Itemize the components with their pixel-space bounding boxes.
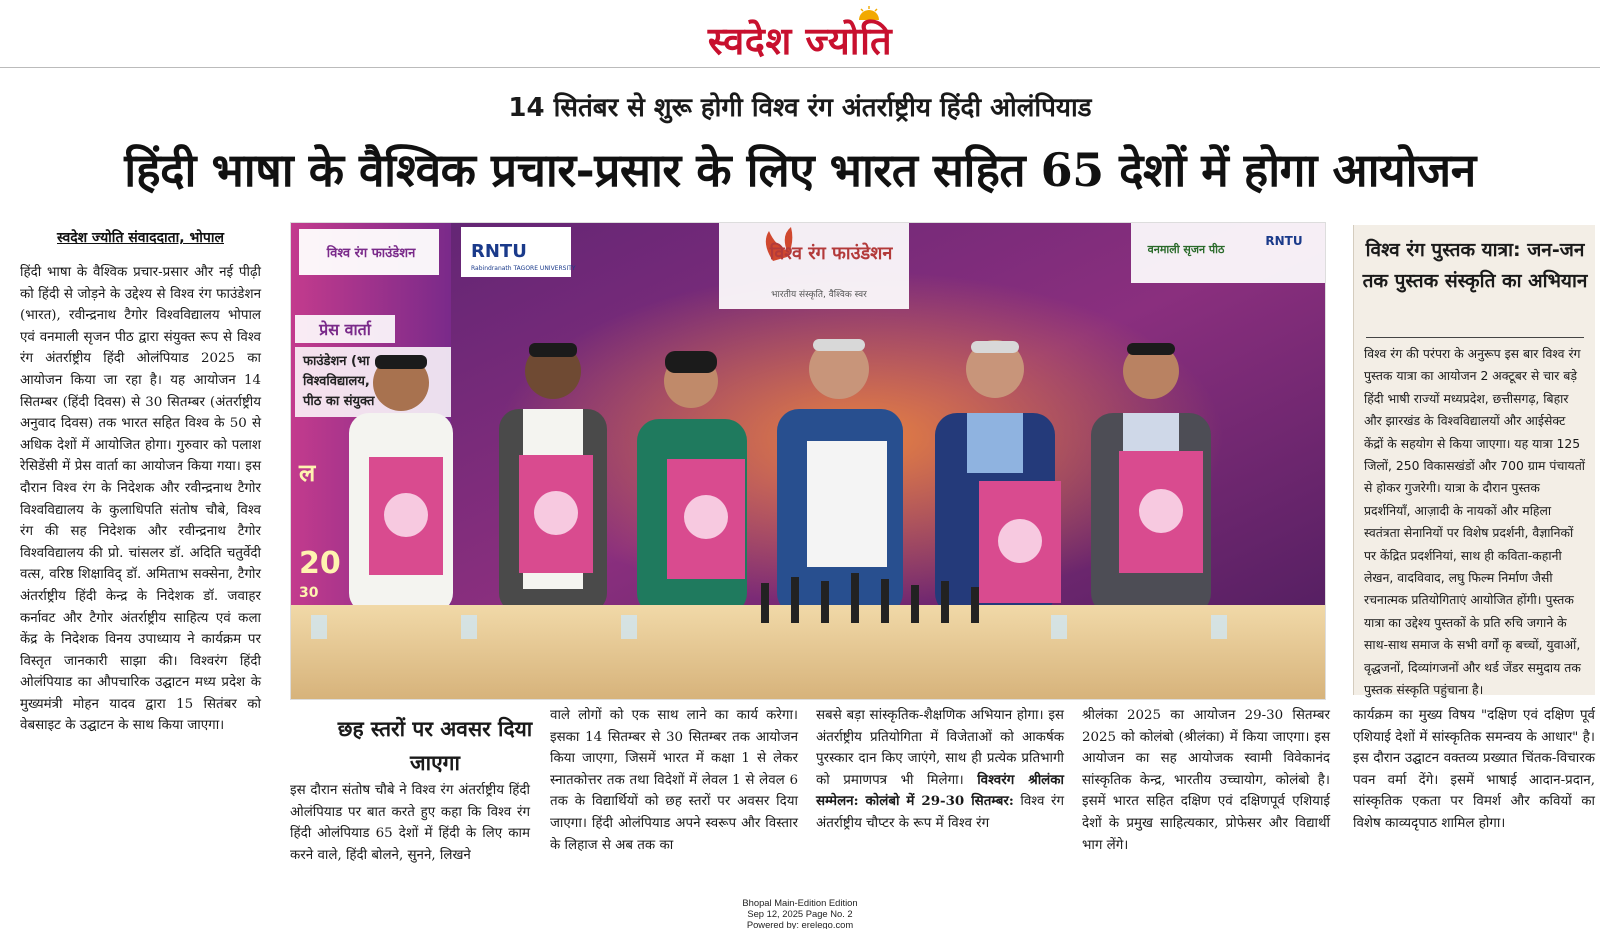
photo-rntu-logo: RNTU bbox=[471, 241, 527, 262]
photo-illustration bbox=[291, 223, 1326, 700]
masthead bbox=[0, 0, 1600, 68]
byline: स्वदेश ज्योति संवाददाता, भोपाल bbox=[57, 230, 224, 246]
photo-left-banner-num: 30 bbox=[299, 585, 319, 601]
kicker-headline: 14 सितंबर से शुरू होगी विश्व रंग अंतर्राष्ट्रीय हिंदी ओलंपियाड bbox=[508, 93, 1092, 123]
column-4-lead: विश्वरंग श्रीलंका सम्मेलन: कोलंबो में 29-30 सितम्बर: bbox=[816, 771, 1064, 810]
sidebar-divider bbox=[1366, 337, 1584, 338]
column-4-para2: विश्व रंग अंतर्राष्ट्रीय चौप्टर के रूप में विश्व रंग bbox=[816, 794, 1065, 831]
photo-vanmali-logo: वनमाली सृजन पीठ bbox=[1147, 243, 1225, 256]
sidebar-box bbox=[1353, 225, 1595, 698]
article-subhead: छह स्तरों पर अवसर दिया जाएगा bbox=[337, 717, 533, 775]
photo-left-banner-letter: ल bbox=[299, 459, 316, 487]
photo-banner-tagline: भारतीय संस्कृति, वैश्विक स्वर bbox=[771, 290, 867, 300]
article-column-6: कार्यक्रम का मुख्य विषय "दक्षिण एवं दक्षिण पूर्व एशियाई देशों में सांस्कृतिक समन्वय के आधार" है। इस दौरान उद्घाटन वक्तव्य प्रख्यात चिंतक-विचारक पवन वर्मा देंगे। इसमें भाषाई आदान-प्रदान, सांस्कृतिक एकता पर विमर्श और कवियों का विशेष काव्यदृपाठ शामिल होगा। bbox=[1353, 708, 1595, 831]
footer-powered: Powered by: erelego.com bbox=[746, 919, 854, 929]
article-column-3: वाले लोगों को एक साथ लाने का कार्य करेगा। इसका 14 सितम्बर से 30 सितम्बर तक आयोजन किया जाएगा, जिसमें भारत में कक्षा 1 से लेकर स्नातकोत्तर तक तथा विदेशों में लेवल 1 से लेवल 6 तक के विद्यार्थियों को छह स्तरों पर अवसर दिया जाएगा। हिंदी ओलंपियाड अपने स्वरूप और विस्तार के लिहाज से अब तक का bbox=[550, 708, 798, 853]
photo-left-banner-sub: फाउंडेशन (भा bbox=[303, 354, 370, 369]
column-4-para1: सबसे बड़ा सांस्कृतिक-शैक्षणिक अभियान होगा। इस अंतर्राष्ट्रीय प्रतियोगिता में विजेताओं को आकर्षक पुरस्कार दान किए जाएंगे, साथ ही प्रत्येक प्रतिभागी को प्रमाणपत्र भी मिलेगा। bbox=[816, 708, 1064, 788]
footer-date-page: Sep 12, 2025 Page No. 2 bbox=[747, 908, 853, 919]
photo-left-banner-sub3: पीठ का संयुक्त bbox=[303, 394, 375, 409]
article-column-2: इस दौरान संतोष चौबे ने विश्व रंग अंतर्राष्ट्रीय हिंदी ओलंपियाड पर बात करते हुए कहा कि विश्व रंग हिंदी ओलंपियाड 65 देशों में हिंदी के लिए काम करने वाले, हिंदी बोलने, सुनने, लिखने bbox=[290, 783, 530, 863]
page-footer bbox=[0, 897, 1600, 929]
photo-rntu-sub: Rabindranath TAGORE UNIVERSITY bbox=[471, 265, 576, 272]
article-column-5: श्रीलंका 2025 का आयोजन 29-30 सितम्बर 2025 को कोलंबो (श्रीलंका) में किया जाएगा। इस आयोजन का सह आयोजक स्वामी विवेकानंद सांस्कृतिक केन्द्र, भारतीय उच्चायोग, कोलंबो है। इसमें भारत सहित दक्षिण एवं दक्षिणपूर्व एशियाई देशों के प्रमुख साहित्यकार, प्रोफेसर और विद्यार्थी भाग लेंगे। bbox=[1082, 708, 1330, 853]
article-column-4 bbox=[816, 705, 1064, 835]
sidebar-headline: विश्व रंग पुस्तक यात्रा: जन-जन तक पुस्तक संस्कृति का अभियान bbox=[1362, 239, 1588, 292]
photo-left-banner-text: प्रेस वार्ता bbox=[319, 320, 371, 339]
photo-left-banner-year: 20 bbox=[299, 546, 341, 581]
photo-banner-title: विश्व रंग फाउंडेशन bbox=[769, 243, 893, 264]
photo-rntu-right-logo: RNTU bbox=[1265, 234, 1303, 248]
article-column-1: हिंदी भाषा के वैश्विक प्रचार-प्रसार और नई पीढ़ी को हिंदी से जोड़ने के उद्देश्य से विश्व रंग फाउंडेशन (भारत), रवीन्द्रनाथ टैगोर विश्वविद्यालय भोपाल एवं वनमाली सृजन पीठ द्वारा संयुक्त रूप से विश्व रंग अंतर्राष्ट्रीय हिंदी ओलंपियाड 2025 का आयोजन किया जा रहा है। यह आयोजन 14 सितम्बर (हिंदी दिवस) से 30 सितम्बर (अंतर्राष्ट्रीय अनुवाद दिवस) तक भारत सहित विश्व के 50 से अधिक देशों में आयोजित होगा। गुरुवार को पलाश रेसिडेंसी में प्रेस वार्ता का आयोजन किया गया। इस दौरान विश्व रंग के निदेशक और रवीन्द्रनाथ टैगोर विश्वविद्यालय के कुलाधिपति संतोष चौबे, विश्व रंग की सह निदेशक और रवीन्द्रनाथ टैगोर विश्वविद्यालय की प्रो. चांसलर डॉ. अदिति चतुर्वेदी वत्स, वरिष्ठ शिक्षाविद् डॉ. अमिताभ सक्सेना, टैगोर अंतर्राष्ट्रीय हिंदी केन्द्र के निदेशक डॉ. जवाहर कर्नावट और टैगोर अंतर्राष्ट्रीय साहित्य एवं कला केंद्र के निदेशक विनय उपाध्याय ने कार्यक्रम पर विस्तृत जानकारी साझा की। विश्वरंग हिंदी ओलंपियाड का औपचारिक उद्घाटन मध्य प्रदेश के मुख्यमंत्री मोहन यादव द्वारा 15 सितंबर को वेबसाइट के उद्घाटन के साथ किया जाएगा। bbox=[20, 265, 261, 734]
masthead-title: स्वदेश ज्योति bbox=[707, 18, 893, 63]
sidebar-text: विश्व रंग की परंपरा के अनुरूप इस बार विश्व रंग पुस्तक यात्रा का आयोजन 2 अक्टूबर से चार बड़े हिंदी भाषी राज्यों मध्यप्रदेश, छत्तीसगढ़, बिहार और झारखंड के विश्वविद्यालयों और आईसेक्ट केंद्रों के सहयोग से किया जाएगा। यह यात्रा 125 जिलों, 250 विकासखंडों और 700 ग्राम पंचायतों से होकर गुजरेगी। यात्रा के दौरान पुस्तक प्रदर्शनियाँ, आज़ादी के नायकों और महिला स्वतंत्रता सेनानियों पर विशेष प्रदर्शनी, वैज्ञानिकों पर केंद्रित प्रदर्शनियां, साथ ही कविता-कहानी लेखन, वादविवाद, लघु फिल्म निर्माण जैसी रचनात्मक प्रतियोगिताएं आयोजित होंगी। पुस्तक यात्रा का उद्देश्य पुस्तकों के प्रति रुचि जगाने के साथ-साथ समाज के सभी वर्गों कृ बच्चों, युवाओं, वृद्धजनों, दिव्यांगजनों और थर्ड जेंडर समुदाय तक पुस्तक संस्कृति पहुंचाना है। bbox=[1364, 346, 1585, 698]
photo-left-banner-sub2: विश्वविद्यालय, bbox=[303, 374, 370, 389]
photo-left-banner-title: विश्व रंग फाउंडेशन bbox=[326, 246, 416, 261]
footer-edition: Bhopal Main-Edition Edition bbox=[742, 897, 858, 908]
press-conference-photo bbox=[290, 222, 1326, 700]
main-headline: हिंदी भाषा के वैश्विक प्रचार-प्रसार के लिए भारत सहित 65 देशों में होगा आयोजन bbox=[124, 143, 1476, 197]
